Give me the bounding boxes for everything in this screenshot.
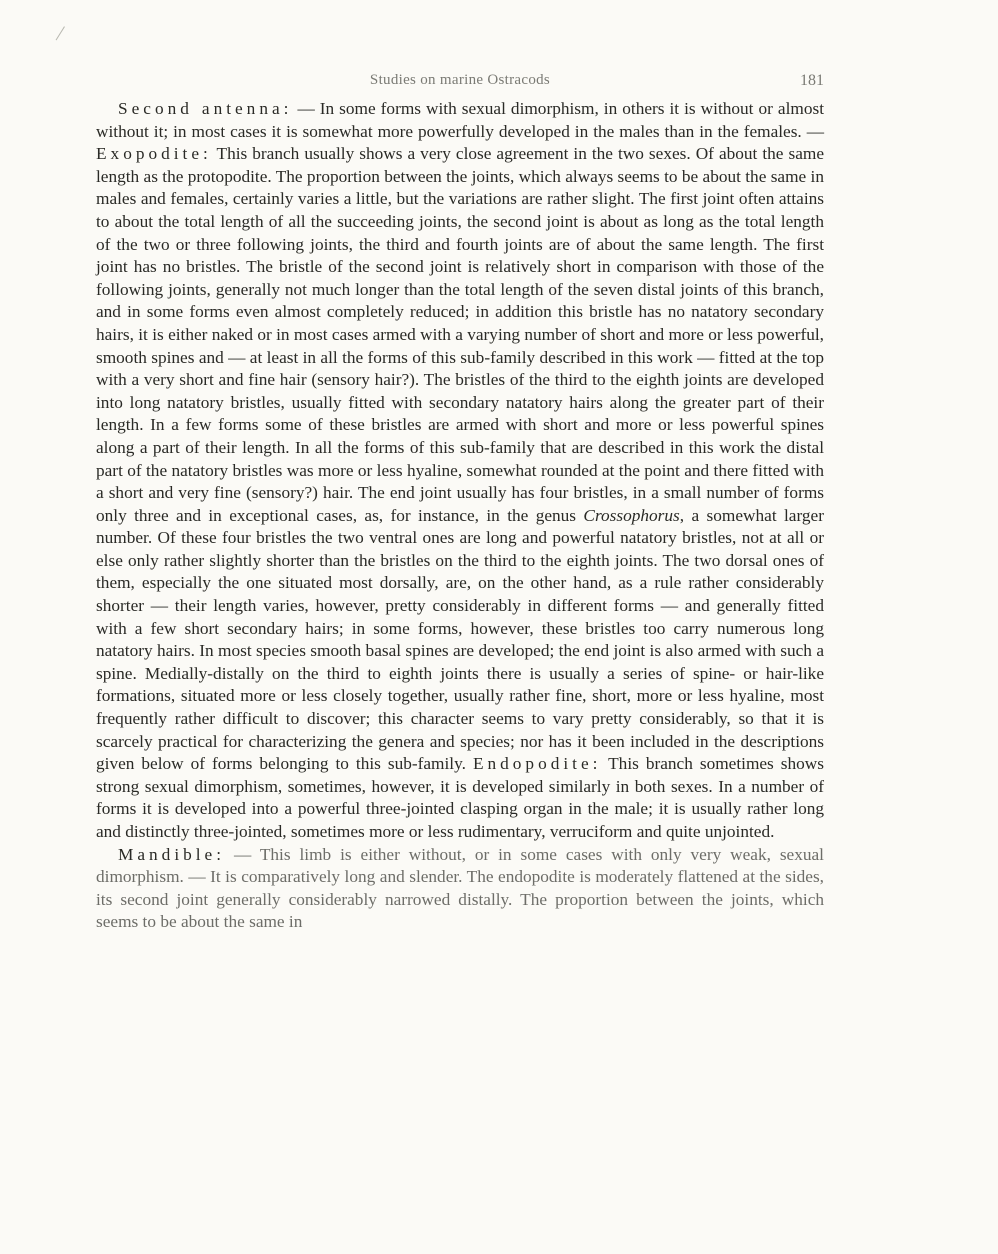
running-title: Studies on marine Ostracods	[369, 72, 551, 88]
section-heading-mandible: Mandible:	[118, 844, 226, 864]
subheading-exopodite: Exopodite:	[96, 144, 212, 164]
page-number: 181	[800, 72, 824, 89]
paragraph-text: , a somewhat larger number. Of these four bristles the two ventral ones are long and powerful natatory bristles, not at all or else only rather slightly shorter than the bristles on the third to the eighth joints. The two dorsal ones of them, especially the one situated most dorsally, are, on the other hand, as a rule rather considerably shorter — their length varies, however, pretty considerably in different forms — and generally fitted with a few short secondary hairs; in some forms, however, these bristles too carry numerous long natatory hairs. In most species smooth basal spines are developed; the end joint is also armed with such a spine. Medially-distally on the third to eighth joints there is usually a series of spine- or hair-like formations, situated more or less closely together, usually rather fine, short, more or less hyaline, most frequently rather difficult to discover; this character seems to vary pretty considerably, so that it is scarcely practical for characterizing the genera and species; nor has it been included in the descriptions given below of forms belonging to this sub-family.	[96, 505, 824, 774]
paragraph-text: This branch usually shows a very close agreement in the two sexes. Of about the same length as the protopodite. The proportion between the joints, which always seems to be about the same in males and females, certainly varies a little, but the variations are rather slight. The first joint often attains to about the total length of all the succeeding joints, the second joint is about as long as the total length of the two or three following joints, the third and fourth joints are of about the same length. The first joint has no bristles. The bristle of the second joint is relatively short in comparison with those of the following joints, generally not much longer than the total length of the seven distal joints of this branch, and in some forms even almost completely reduced; in addition this bristle has no natatory secondary hairs, it is either naked or in most cases armed with a varying number of short and more or less powerful, smooth spines and — at least in all the forms of this sub-family described in this work — fitted at the top with a very short and fine hair (sensory hair?). The bristles of the third to the eighth joints are developed into long natatory bristles, usually fitted with secondary natatory hairs along the greater part of their length. In a few forms some of these bristles are armed with short and more or less powerful spines along a part of their length. In all the forms of this sub-family that are described in this work the distal part of the natatory bristles was more or less hyaline, somewhat rounded at the point and there fitted with a short and very fine (sensory?) hair. The end joint usually has four bristles, in a small number of forms only three and in exceptional cases, as, for instance, in the genus	[96, 144, 824, 525]
body-text	[96, 98, 824, 934]
subheading-endopodite: Endopodite:	[472, 754, 602, 774]
page-header	[96, 72, 824, 92]
paragraph-text: This branch sometimes shows strong sexual dimorphism, sometimes, however, it is developed similarly in both sexes. In a number of forms it is developed into a powerful three-jointed clasping organ in the male; it is usually rather long and distinctly three-jointed, sometimes more or less rudimentary, verruciform and quite unjointed.	[96, 754, 825, 841]
paragraph-mandible	[96, 844, 824, 934]
section-heading-second-antenna: Second antenna:	[118, 99, 293, 118]
paragraph-second-antenna	[96, 98, 824, 844]
paragraph-text: — In some forms with sexual dimorphism, in others it is without or almost without it; in most cases it is somewhat more powerfully developed in the males than in the females. —	[96, 99, 824, 141]
margin-mark	[56, 26, 74, 45]
paragraph-text: — This limb is either without, or in some cases with only very weak, sexual dimorphism. — It is comparatively long and slender. The endopodite is moderately flattened at the sides, its second joint generally considerably narrowed distally. The proportion between the joints, which seems to be about the same in	[96, 844, 824, 932]
genus-name: Crossophorus	[583, 505, 680, 525]
